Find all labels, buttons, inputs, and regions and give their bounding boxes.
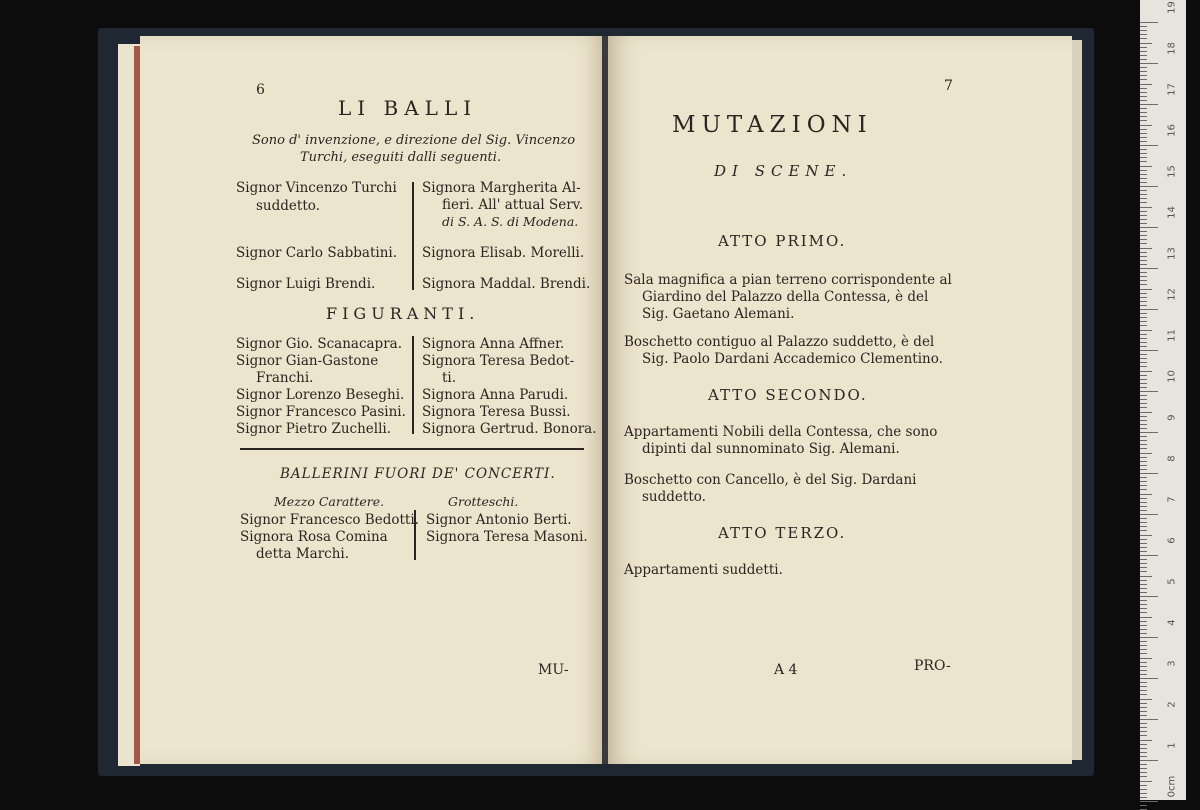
ruler-tick	[1140, 22, 1158, 23]
ruler-tick	[1140, 112, 1147, 113]
ruler-number: 10	[1166, 370, 1178, 383]
figurante-left-6: Signor Pietro Zuchelli.	[236, 421, 392, 437]
right-page-number: 7	[944, 78, 953, 94]
mezzo-name-2: Signora Rosa Comina	[240, 529, 388, 545]
ruler-tick	[1140, 740, 1152, 741]
ruler-tick	[1140, 375, 1147, 376]
left-page	[140, 36, 606, 764]
ruler-tick	[1140, 420, 1147, 421]
ruler-number: 7	[1166, 496, 1178, 503]
subtitle-line-1: Sono d' invenzione, e direzione del Sig. Vincenzo	[252, 133, 576, 148]
figurante-right-1: Signora Anna Affner.	[422, 336, 565, 352]
ruler-tick	[1140, 793, 1147, 794]
ruler-tick	[1140, 116, 1147, 117]
ruler-tick	[1140, 141, 1147, 142]
figurante-right-4: Signora Anna Parudi.	[422, 387, 569, 403]
ruler-tick	[1140, 785, 1147, 786]
ruler-tick	[1140, 157, 1147, 158]
ruler-tick	[1140, 51, 1147, 52]
ruler-tick	[1140, 178, 1147, 179]
ruler-tick	[1140, 231, 1147, 232]
ruler-tick	[1140, 563, 1147, 564]
ruler-tick	[1140, 354, 1147, 355]
ruler-tick	[1140, 412, 1152, 413]
atto-primo-heading: ATTO PRIMO.	[718, 232, 847, 250]
ruler-number: 6	[1166, 537, 1178, 544]
ruler-tick	[1140, 645, 1147, 646]
ruler-tick	[1140, 526, 1147, 527]
ruler-tick	[1140, 153, 1147, 154]
ruler-tick	[1140, 215, 1147, 216]
ruler-number: 14	[1166, 206, 1178, 219]
primo-text-1-line-2: Giardino del Palazzo della Contessa, è del	[642, 289, 929, 305]
ruler-tick	[1140, 125, 1152, 126]
left-page-title: LI BALLI	[338, 96, 478, 120]
dancer-right-5: Signora Maddal. Brendi.	[422, 276, 591, 292]
atto-secondo-heading: ATTO SECONDO.	[708, 386, 868, 404]
ruler-number: 11	[1166, 329, 1178, 342]
ruler-tick	[1140, 752, 1147, 753]
ruler-tick	[1140, 309, 1158, 310]
ruler-tick	[1140, 92, 1147, 93]
ruler-tick	[1140, 543, 1147, 544]
dancer-left-4: Signor Luigi Brendi.	[236, 276, 376, 292]
ruler-tick	[1140, 494, 1152, 495]
ruler-tick	[1140, 280, 1147, 281]
ruler-tick	[1140, 731, 1147, 732]
page-edges-right	[1072, 40, 1082, 760]
ruler-tick	[1140, 108, 1147, 109]
ruler-tick	[1140, 211, 1147, 212]
ruler-tick	[1140, 604, 1147, 605]
ruler-tick	[1140, 358, 1147, 359]
ruler-tick	[1140, 518, 1147, 519]
ruler-tick	[1140, 272, 1147, 273]
figurante-left-1: Signor Gio. Scanacapra.	[236, 336, 402, 352]
ruler-tick	[1140, 666, 1147, 667]
ruler-tick	[1140, 584, 1147, 585]
ruler-tick	[1140, 498, 1147, 499]
terzo-text: Appartamenti suddetti.	[624, 562, 783, 578]
ruler-tick	[1140, 522, 1147, 523]
ruler-tick	[1140, 387, 1147, 388]
ruler-tick	[1140, 43, 1152, 44]
ruler-tick	[1140, 284, 1147, 285]
ruler-tick	[1140, 514, 1158, 515]
ruler-tick	[1140, 293, 1147, 294]
ruler-tick	[1140, 174, 1147, 175]
ruler-tick	[1140, 313, 1147, 314]
ruler-tick	[1140, 321, 1147, 322]
ruler-tick	[1140, 588, 1147, 589]
dancer-left-1: Signor Vincenzo Turchi	[236, 180, 397, 196]
signature-mark: A 4	[774, 662, 798, 678]
ruler-tick	[1140, 633, 1147, 634]
ruler-tick	[1140, 764, 1147, 765]
primo-text-2-line-1: Boschetto contiguo al Palazzo suddetto, è del	[624, 334, 935, 350]
ruler-tick	[1140, 608, 1147, 609]
ruler-tick	[1140, 715, 1147, 716]
ruler-tick	[1140, 465, 1147, 466]
ruler-tick	[1140, 571, 1147, 572]
figurante-right-6: Signora Gertrud. Bonora.	[422, 421, 597, 437]
ruler-tick	[1140, 768, 1147, 769]
ruler-number: 12	[1166, 288, 1178, 301]
subtitle-line-2: Turchi, eseguiti dalli seguenti.	[300, 150, 502, 165]
ruler-tick	[1140, 100, 1147, 101]
ballerini-title: BALLERINI FUORI DE' CONCERTI.	[280, 466, 556, 482]
ruler-tick	[1140, 617, 1152, 618]
column-divider	[412, 182, 414, 290]
ruler-number: 8	[1166, 455, 1178, 462]
ruler-tick	[1140, 235, 1147, 236]
ruler-tick	[1140, 305, 1147, 306]
figurante-left-4: Signor Lorenzo Beseghi.	[236, 387, 405, 403]
ruler-number: 9	[1166, 414, 1178, 421]
ruler-tick	[1140, 301, 1147, 302]
ruler-tick	[1140, 703, 1147, 704]
grotteschi-name-2: Signora Teresa Masoni.	[426, 529, 588, 545]
ruler-tick	[1140, 473, 1158, 474]
ruler-number: 1	[1166, 742, 1178, 749]
left-page-number: 6	[256, 82, 265, 98]
ruler-tick	[1140, 84, 1152, 85]
ruler-tick	[1140, 510, 1147, 511]
grotteschi-label: Grotteschi.	[448, 494, 519, 509]
ruler-tick	[1140, 453, 1152, 454]
ruler-tick	[1140, 658, 1152, 659]
ruler-tick	[1140, 535, 1152, 536]
ruler-tick	[1140, 530, 1147, 531]
ruler-number: 19	[1166, 1, 1178, 14]
dancer-right-3: di S. A. S. di Modena.	[442, 214, 579, 229]
secondo-text-1-line-2: dipinti dal sunnominato Sig. Alemani.	[642, 441, 900, 457]
ruler-tick	[1140, 744, 1147, 745]
primo-text-1-line-3: Sig. Gaetano Alemani.	[642, 306, 795, 322]
ruler-tick	[1140, 26, 1147, 27]
ruler-tick	[1140, 547, 1147, 548]
ruler-tick	[1140, 682, 1147, 683]
atto-terzo-heading: ATTO TERZO.	[718, 524, 847, 542]
ruler-tick	[1140, 30, 1147, 31]
ruler-tick	[1140, 399, 1147, 400]
ruler-tick	[1140, 801, 1158, 802]
figurante-right-5: Signora Teresa Bussi.	[422, 404, 571, 420]
scene-subtitle: DI SCENE.	[714, 162, 853, 180]
ruler-tick	[1140, 678, 1158, 679]
ruler-tick	[1140, 506, 1147, 507]
ruler-tick	[1140, 239, 1147, 240]
ruler-tick	[1140, 379, 1147, 380]
ruler-tick	[1140, 202, 1147, 203]
dancer-right-2: fieri. All' attual Serv.	[442, 197, 583, 213]
ruler-tick	[1140, 707, 1147, 708]
ruler-number: 18	[1166, 42, 1178, 55]
ruler-tick	[1140, 461, 1147, 462]
ruler-tick	[1140, 227, 1158, 228]
dancer-left-3: Signor Carlo Sabbatini.	[236, 245, 398, 261]
ruler-tick	[1140, 580, 1147, 581]
ruler-tick	[1140, 559, 1147, 560]
ruler-tick	[1140, 96, 1147, 97]
ruler-tick	[1140, 276, 1147, 277]
ruler-tick	[1140, 432, 1158, 433]
ruler-number: 13	[1166, 247, 1178, 260]
figuranti-title: FIGURANTI.	[326, 304, 480, 323]
ruler-tick	[1140, 674, 1147, 675]
mezzo-name-1: Signor Francesco Bedotti.	[240, 512, 419, 528]
ruler-tick	[1140, 75, 1147, 76]
ruler-tick	[1140, 289, 1152, 290]
ruler-tick	[1140, 342, 1147, 343]
ruler-tick	[1140, 403, 1147, 404]
ruler-number: 15	[1166, 165, 1178, 178]
dancer-right-1: Signora Margherita Al-	[422, 180, 581, 196]
ruler-tick	[1140, 477, 1147, 478]
ruler-tick	[1140, 161, 1147, 162]
ruler-tick	[1140, 330, 1152, 331]
ruler-tick	[1140, 781, 1152, 782]
dancer-right-4: Signora Elisab. Morelli.	[422, 245, 585, 261]
right-page	[608, 36, 1072, 764]
ruler-tick	[1140, 805, 1147, 806]
ruler-tick	[1140, 71, 1147, 72]
ruler-tick	[1140, 129, 1147, 130]
ruler-tick	[1140, 391, 1158, 392]
ruler-tick	[1140, 186, 1158, 187]
ruler-tick	[1140, 207, 1152, 208]
mezzo-carattere-label: Mezzo Carattere.	[274, 494, 385, 509]
ruler-tick	[1140, 137, 1147, 138]
ruler-tick	[1140, 776, 1147, 777]
ruler-tick	[1140, 395, 1147, 396]
ruler-tick	[1140, 670, 1147, 671]
ruler-tick	[1140, 223, 1147, 224]
ruler-tick	[1140, 297, 1147, 298]
ruler-tick	[1140, 489, 1147, 490]
ruler-tick	[1140, 264, 1147, 265]
ruler-tick	[1140, 711, 1147, 712]
ruler-tick	[1140, 567, 1147, 568]
ruler-tick	[1140, 686, 1147, 687]
ruler-tick	[1140, 485, 1147, 486]
secondo-text-2-line-1: Boschetto con Cancello, è del Sig. Dardani	[624, 472, 917, 488]
measurement-ruler	[1140, 0, 1186, 800]
primo-text-2-line-2: Sig. Paolo Dardani Accademico Clementino.	[642, 351, 943, 367]
ruler-tick	[1140, 325, 1147, 326]
ruler-tick	[1140, 448, 1147, 449]
ruler-tick	[1140, 182, 1147, 183]
ruler-tick	[1140, 256, 1147, 257]
ruler-tick	[1140, 317, 1147, 318]
ruler-tick	[1140, 88, 1147, 89]
ruler-tick	[1140, 719, 1158, 720]
ruler-tick	[1140, 145, 1158, 146]
ruler-tick	[1140, 243, 1147, 244]
ruler-tick	[1140, 407, 1147, 408]
figurante-right-3: ti.	[442, 370, 457, 386]
ruler-tick	[1140, 371, 1152, 372]
ruler-tick	[1140, 104, 1158, 105]
ruler-number: 2	[1166, 701, 1178, 708]
ruler-tick	[1140, 440, 1147, 441]
ruler-tick	[1140, 219, 1147, 220]
right-page-title: MUTAZIONI	[672, 112, 873, 138]
secondo-text-2-line-2: suddetto.	[642, 489, 706, 505]
ruler-tick	[1140, 596, 1158, 597]
ruler-tick	[1140, 592, 1147, 593]
ruler-tick	[1140, 55, 1147, 56]
ruler-tick	[1140, 444, 1147, 445]
ruler-tick	[1140, 194, 1147, 195]
ruler-tick	[1140, 469, 1147, 470]
ruler-tick	[1140, 190, 1147, 191]
ruler-tick	[1140, 334, 1147, 335]
figuranti-divider	[412, 336, 414, 434]
dancer-left-2: suddetto.	[256, 198, 320, 214]
ornamental-rule	[240, 448, 584, 450]
ruler-tick	[1140, 748, 1147, 749]
ruler-tick	[1140, 338, 1147, 339]
ruler-tick	[1140, 649, 1147, 650]
ruler-tick	[1140, 735, 1147, 736]
ruler-tick	[1140, 555, 1158, 556]
ruler-tick	[1140, 662, 1147, 663]
ruler-tick	[1140, 723, 1147, 724]
ruler-tick	[1140, 551, 1147, 552]
ruler-tick	[1140, 699, 1152, 700]
ruler-tick	[1140, 428, 1147, 429]
ruler-tick	[1140, 248, 1152, 249]
ruler-tick	[1140, 502, 1147, 503]
ruler-tick	[1140, 637, 1158, 638]
ruler-tick	[1140, 436, 1147, 437]
ruler-number: 17	[1166, 83, 1178, 96]
ruler-tick	[1140, 350, 1158, 351]
ruler-tick	[1140, 59, 1147, 60]
ruler-tick	[1140, 252, 1147, 253]
ruler-tick	[1140, 653, 1147, 654]
figurante-left-3: Franchi.	[256, 370, 314, 386]
ruler-tick	[1140, 63, 1158, 64]
ruler-tick	[1140, 416, 1147, 417]
ruler-tick	[1140, 424, 1147, 425]
ruler-number: 4	[1166, 619, 1178, 626]
ruler-tick	[1140, 268, 1158, 269]
ruler-tick	[1140, 756, 1147, 757]
ruler-tick	[1140, 67, 1147, 68]
ruler-tick	[1140, 79, 1147, 80]
right-catchword: PRO-	[914, 658, 951, 674]
ruler-tick	[1140, 34, 1147, 35]
ruler-tick	[1140, 625, 1147, 626]
ruler-tick	[1140, 789, 1147, 790]
ruler-tick	[1140, 362, 1147, 363]
figurante-right-2: Signora Teresa Bedot-	[422, 353, 575, 369]
ruler-tick	[1140, 149, 1147, 150]
ruler-tick	[1140, 133, 1147, 134]
ruler-tick	[1140, 621, 1147, 622]
ruler-tick	[1140, 170, 1147, 171]
ruler-tick	[1140, 47, 1147, 48]
ruler-tick	[1140, 690, 1147, 691]
primo-text-1-line-1: Sala magnifica a pian terreno corrispondente al	[624, 272, 952, 288]
ruler-number: 3	[1166, 660, 1178, 667]
grotteschi-name-1: Signor Antonio Berti.	[426, 512, 572, 528]
ruler-tick	[1140, 481, 1147, 482]
secondo-text-1-line-1: Appartamenti Nobili della Contessa, che sono	[624, 424, 938, 440]
ruler-number: 5	[1166, 578, 1178, 585]
ruler-tick	[1140, 797, 1147, 798]
ruler-tick	[1140, 198, 1147, 199]
left-catchword: MU-	[538, 662, 569, 678]
ruler-tick	[1140, 760, 1158, 761]
mezzo-name-3: detta Marchi.	[256, 546, 350, 562]
ruler-tick	[1140, 576, 1152, 577]
ruler-number: 0cm	[1166, 775, 1178, 798]
ruler-tick	[1140, 641, 1147, 642]
ruler-tick	[1140, 612, 1147, 613]
ruler-tick	[1140, 383, 1147, 384]
figurante-left-2: Signor Gian-Gastone	[236, 353, 379, 369]
ruler-tick	[1140, 600, 1147, 601]
ruler-tick	[1140, 366, 1147, 367]
ruler-tick	[1140, 120, 1147, 121]
ruler-tick	[1140, 260, 1147, 261]
figurante-left-5: Signor Francesco Pasini.	[236, 404, 406, 420]
ruler-tick	[1140, 457, 1147, 458]
ruler-tick	[1140, 346, 1147, 347]
ruler-tick	[1140, 629, 1147, 630]
ruler-tick	[1140, 727, 1147, 728]
ruler-tick	[1140, 539, 1147, 540]
ruler-number: 16	[1166, 124, 1178, 137]
ruler-tick	[1140, 38, 1147, 39]
ruler-tick	[1140, 694, 1147, 695]
ruler-tick	[1140, 772, 1147, 773]
ruler-tick	[1140, 166, 1152, 167]
